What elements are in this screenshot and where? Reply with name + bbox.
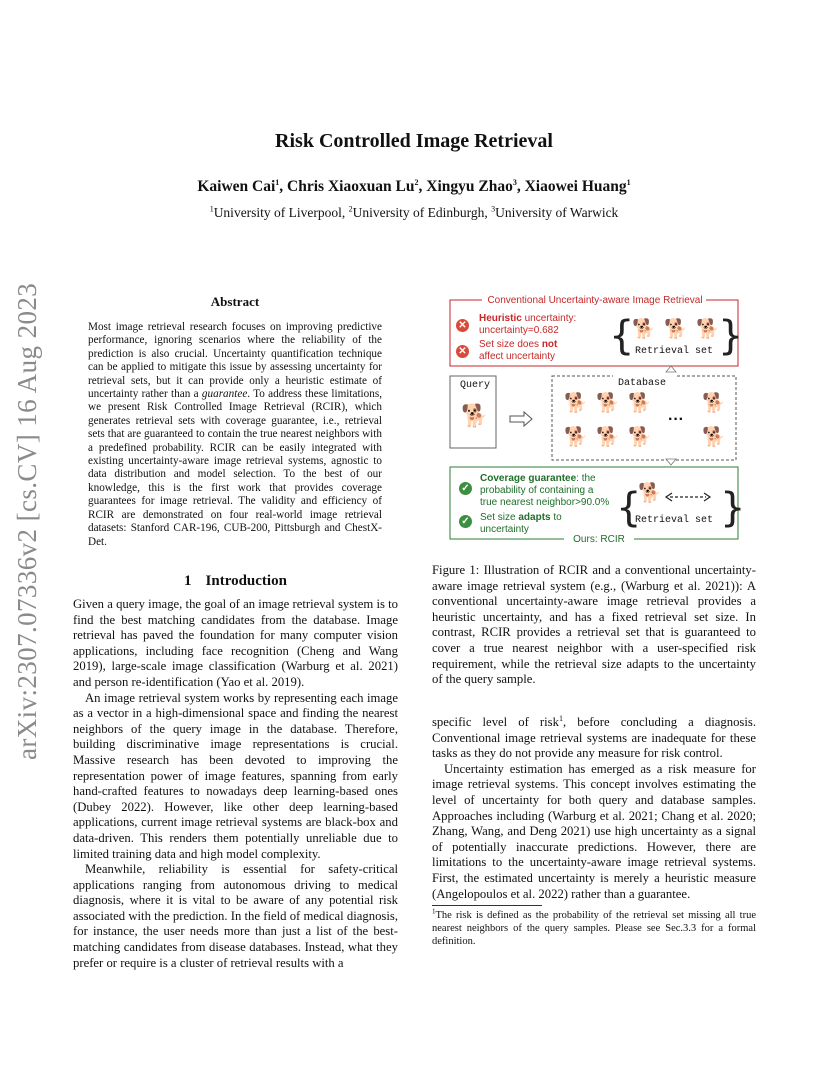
dog-icon: 🐕	[632, 319, 656, 340]
abstract-text: Most image retrieval research focuses on improving predictive performance, ignoring scenarios where the reliability of the prediction is also crucial. Uncertainty quantification technique can be applied to mitigate this issue by assessing uncertainty for retrieval sets, but it can provide only a heuristic estimate of uncertainty rather than a guarantee. To address these limitations, we present Risk Controlled Image Retrieval (RCIR), which generates retrieval sets with coverage guarantee, i.e., retrieval sets that are guaranteed to contain the true nearest neighbors with a predefined probability. RCIR can be easily integrated with existing uncertainty-aware image retrieval systems, agnostic to data distribution and model selection. To the best of our knowledge, this is the first work that provides coverage guarantees for image retrieval. The validity and efficiency of RCIR are demonstrated on four real-world image retrieval datasets: Stanford CAR-196, CUB-200, Pittsburgh and ChestX-Det.	[88, 321, 383, 548]
dog-icon: 🐕	[638, 483, 662, 504]
dog-icon: 🐕	[702, 393, 726, 414]
paragraph: Meanwhile, reliability is essential for safety-critical applications ranging from autonomous driving to medical diagnosis, where it is vital to be aware of any potential risk associated with the prediction. In the field of medical diagnosis, for instance, the user needs more than just a list of the best-matching candidates from disease databases. Instead, what they prefer or require is a cluster of retrieval results with a	[73, 862, 398, 970]
author-name: Kaiwen Cai	[197, 178, 276, 195]
x-mark-icon: ✕	[456, 345, 469, 358]
paragraph: An image retrieval system works by representing each image as a vector in a high-dimensional space and finding the nearest neighbors of the query image in the database. Therefore, building discriminative image representations is crucial. Massive research has been devoted to improving the representation power of image features, spanning from early hand-crafted features to nowadays deep learning-based ones (Dubey 2022). However, like other deep learning-based applications, current image retrieval systems are black-box and data-driven. This renders them potentially unreliable due to limited training data and high model complexity.	[73, 690, 398, 861]
affiliation: University of Warwick	[495, 205, 619, 220]
dog-icon: 🐕	[664, 319, 688, 340]
footnote: $^1$The risk is defined as the probability of the retrieval set missing all true nearest neighbors of the query samples. Please see Sec.3.3 for a formal definition.	[432, 907, 756, 947]
database-label: Database	[618, 378, 667, 389]
author-name: Chris Xiaoxuan Lu	[287, 178, 415, 195]
arxiv-stamp: arXiv:2307.07336v2 [cs.CV] 16 Aug 2023	[12, 282, 42, 760]
abstract-heading: Abstract	[210, 294, 260, 309]
intro-left-column	[73, 597, 398, 971]
author-list: Kaiwen Cai$^1$, Chris Xiaoxuan Lu$^2$, Xingyu Zhao$^3$, Xiaowei Huang$^1$	[197, 177, 631, 195]
svg-text:}: }	[720, 485, 746, 531]
dog-icon: 🐕	[564, 427, 588, 448]
dog-icon: 🐕	[702, 427, 726, 448]
check-mark-icon: ✓	[459, 515, 472, 528]
retrieval-set-label: Retrieval set	[635, 346, 714, 357]
affiliation: University of Edinburgh	[352, 205, 485, 220]
setsize-label-2: affect uncertainty	[479, 351, 555, 362]
footnote-rule	[432, 905, 542, 906]
uncertainty-value: uncertainty=0.682	[479, 325, 559, 336]
setsize-label: Set size does not	[479, 339, 558, 350]
retrieval-set-label-2: Retrieval set	[635, 515, 714, 526]
dog-icon: 🐕	[564, 393, 588, 414]
heuristic-label: Heuristic uncertainty:	[479, 313, 577, 324]
query-label: Query	[460, 380, 491, 391]
affiliations: $^1$University of Liverpool, $^2$University of Edinburgh, $^3$University of Warwick	[209, 204, 619, 220]
coverage-line-3: true nearest neighbor>90.0%	[480, 497, 610, 508]
intro-right-column	[432, 715, 756, 902]
x-mark-icon: ✕	[456, 319, 469, 332]
coverage-label: Coverage guarantee: the	[480, 473, 596, 484]
author-name: Xiaowei Huang	[524, 178, 627, 195]
bottom-box-title: Ours: RCIR	[573, 534, 625, 545]
svg-text:{: {	[609, 313, 635, 359]
ellipsis: ···	[668, 411, 684, 428]
paragraph: Given a query image, the goal of an image retrieval system is to find the best matching candidates from the database. Image retrieval has paved the foundation for many computer vision applications, including face recognition (Cheng and Wang 2019), large-scale image classification (Warburg et al. 2021) and person re-identification (Yao et al. 2019).	[73, 597, 398, 689]
paragraph: specific level of risk$^1$, before concluding a diagnosis. Conventional image retrieval systems are inadequate for these tasks as they do not provide any measure for risk control.	[432, 713, 756, 761]
figure-1	[448, 292, 746, 550]
dog-icon: 🐕	[461, 403, 489, 428]
adapts-line-2: uncertainty	[480, 524, 529, 535]
paper-title: Risk Controlled Image Retrieval	[275, 130, 553, 152]
svg-text:}: }	[718, 313, 744, 359]
section-heading: 1 Introduction	[184, 573, 287, 589]
affiliation: University of Liverpool	[213, 205, 342, 220]
top-box-title: Conventional Uncertainty-aware Image Retrieval	[487, 295, 703, 306]
coverage-line-2: probability of containing a	[480, 485, 594, 496]
paragraph: Uncertainty estimation has emerged as a risk measure for image retrieval systems. This concept involves estimating the level of uncertainty for both query and database samples. Approaches including (Warburg et al. 2021; Chang et al. 2020; Zhang, Wang, and Deng 2021) use high uncertainty as a signal of potentially inaccurate predictions. However, there are limitations to the uncertainty-aware image retrieval systems. First, the estimated uncertainty is merely a heuristic measure (Angelopoulos et al. 2022) rather than a guarantee.	[432, 761, 756, 901]
dog-icon: 🐕	[628, 427, 652, 448]
adapts-label: Set size adapts to	[480, 512, 562, 523]
author-name: Xingyu Zhao	[426, 178, 513, 195]
dog-icon: 🐕	[596, 427, 620, 448]
figure-caption: Figure 1: Illustration of RCIR and a conventional uncertainty-aware image retrieval system (e.g., (Warburg et al. 2021)): A conventional uncertainty-aware image retrieval provides a heuristic uncertainty, and has a fixed retrieval set size. In contrast, RCIR provides a retrieval set that is guaranteed to cover a true nearest neighbor with a user-specified risk requirement, while the retrieval size adapts to the uncertainty of the query sample.	[432, 563, 756, 687]
dog-icon: 🐕	[596, 393, 620, 414]
dog-icon: 🐕	[628, 393, 652, 414]
svg-text:{: {	[616, 485, 642, 531]
check-mark-icon: ✓	[459, 482, 472, 495]
dog-icon: 🐕	[696, 319, 720, 340]
